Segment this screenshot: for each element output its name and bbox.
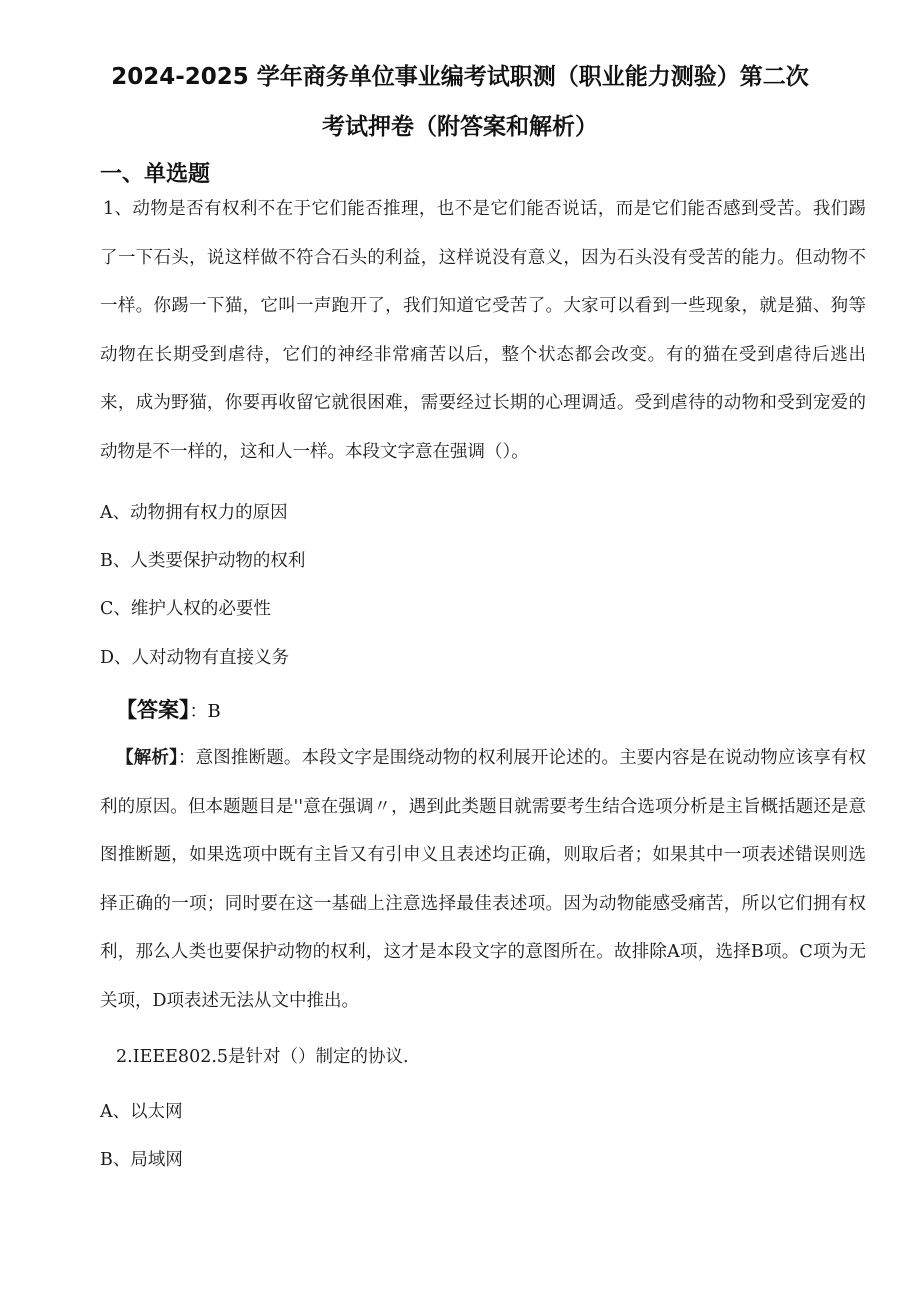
question-1-analysis [100,734,866,1026]
answer-label: 【答案】 [116,698,190,722]
document-title-line-2: 考试押卷（附答案和解析） [322,114,598,140]
analysis-label: 【解析】 [116,748,178,768]
question-2-stem: 2.IEEE802.5是针对（）制定的协议. [116,1047,409,1067]
section-heading: 一、单选题 [100,162,211,187]
question-1-stem [100,185,866,477]
question-1-answer [116,694,221,724]
question-1-stem-text: 1、动物是否有权利不在于它们能否推理，也不是它们能否说话，而是它们能否感到受苦。我们踢了一下石头，说这样做不符合石头的利益，这样说没有意义，因为石头没有受苦的能力。但动物不一样。你踢一下猫，它叫一声跑开了，我们知道它受苦了。大家可以看到一些现象，就是猫、狗等动物在长期受到虐待，它们的神经非常痛苦以后，整个状态都会改变。有的猫在受到虐待后逃出来，成为野猫，你要再收留它就很困难，需要经过长期的心理调适。受到虐待的动物和受到宠爱的动物是不一样的，这和人一样。本段文字意在强调（）。 [100,199,866,462]
document-title-line-1: 2024-2025 学年商务单位事业编考试职测（职业能力测验）第二次 [111,64,809,90]
question-1-option-c: C、维护人权的必要性 [100,599,271,619]
question-1-option-b: B、人类要保护动物的权利 [100,551,306,571]
answer-value: ：B [189,701,221,722]
analysis-text: ：意图推断题。本段文字是围绕动物的权利展开论述的。主要内容是在说动物应该享有权利的原因。但本题题目是''意在强调〃，遇到此类题目就需要考生结合选项分析是主旨概括题还是意图推断题，如果选项中既有主旨又有引申义且表述均正确，则取后者；如果其中一项表述错误则选择正确的一项；同时要在这一基础上注意选择最佳表述项。因为动物能感受痛苦，所以它们拥有权利，那么人类也要保护动物的权利，这才是本段文字的意图所在。故排除A项，选择B项。C项为无关项，D项表述无法从文中推出。 [100,748,867,1011]
question-1-option-a: A、动物拥有权力的原因 [100,503,288,523]
question-1-option-d: D、人对动物有直接义务 [100,648,290,668]
question-2-option-b: B、局域网 [100,1150,183,1170]
question-2-option-a: A、以太网 [100,1102,183,1122]
